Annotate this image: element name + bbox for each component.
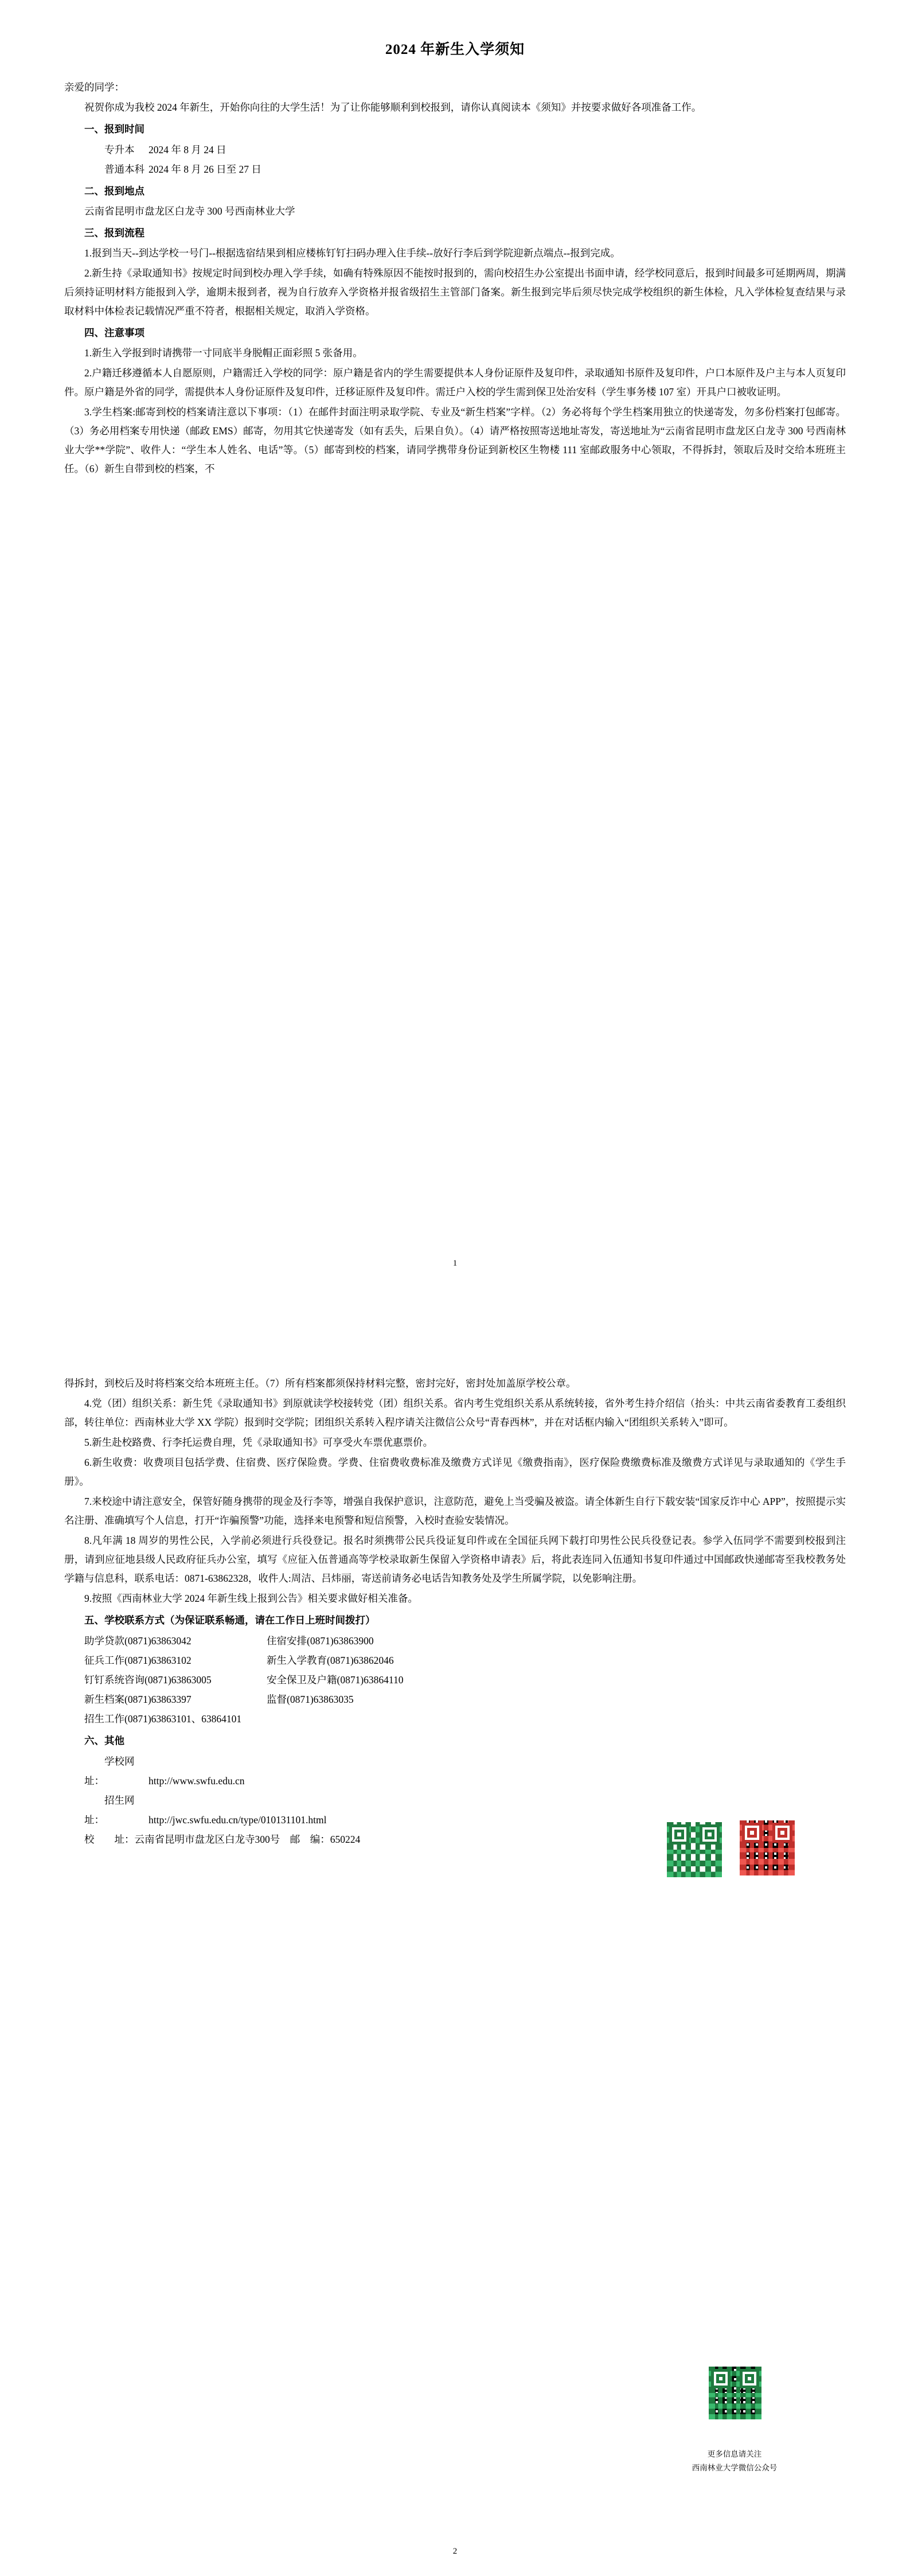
qr-pattern	[740, 1820, 795, 1875]
section-3-paragraph-1: 1.报到当天--到达学校一号门--根据选宿结果到相应楼栋钉钉扫码办理入住手续--放好行李后到学院迎新点端点--报到完成。	[84, 247, 620, 259]
section-6-heading: 六、其他	[84, 1735, 124, 1746]
section-4-paragraph-9: 9.按照《西南林业大学 2024 年新生线上报到公告》相关要求做好相关准备。	[84, 1593, 418, 1604]
section-4-paragraph-6: 6.新生收费：收费项目包括学费、住宿费、医疗保险费。学费、住宿费收费标准及缴费方式详见《缴费指南》，医疗保险费缴费标准及缴费方式详见与录取通知的《学生手册》。	[64, 1457, 846, 1487]
green-qr-code[interactable]	[665, 1820, 724, 1879]
report-time-value-2: 2024 年 8 月 26 日至 27 日	[149, 164, 261, 175]
section-3-heading: 三、报到流程	[84, 227, 144, 239]
school-website-label: 学校网址：	[84, 1756, 135, 1787]
report-time-value-1: 2024 年 8 月 24 日	[149, 144, 226, 155]
section-2-heading: 二、报到地点	[84, 185, 144, 197]
section-4-heading: 四、注意事项	[84, 327, 144, 338]
section-4-paragraph-4: 4.党（团）组织关系：新生凭《录取通知书》到原就读学校接转党（团）组织关系。省内考生党组织关系从系统转接，省外考生持介绍信（抬头：中共云南省委教育工委组织部，转往单位：西南林业大学 XX 学院）报到时交学院；团组织关系转入程序请关注微信公众号“青春西林”，并在对话框内输入“团组织关系转入”即可。	[64, 1398, 846, 1428]
contact-right-2: 新生入学教育(0871)63862046	[267, 1655, 394, 1666]
address-line: 校 址：云南省昆明市盘龙区白龙寺300号 邮 编：650224	[84, 1834, 361, 1845]
qr-caption-line-1: 更多信息请关注	[707, 2450, 762, 2458]
wechat-official-account-qr-code[interactable]	[709, 2367, 761, 2419]
page-title: 2024 年新生入学须知	[385, 42, 525, 57]
admissions-website-row	[64, 1791, 846, 1830]
section-4-paragraph-5: 5.新生赴校路费、行李托运费自理，凭《录取通知书》可享受火车票优惠票价。	[84, 1437, 433, 1448]
school-website-url[interactable]: http://www.swfu.edu.cn	[149, 1775, 245, 1787]
report-time-row-2	[64, 159, 846, 179]
section-4-paragraph-8: 8.凡年满 18 周岁的男性公民，入学前必须进行兵役登记。报名时须携带公民兵役证复印件或在全国征兵网下载打印男性公民兵役登记表。参学入伍同学不需要到校报到注册，请到应征地县级人民政府征兵办公室，填写《应征入伍普通高等学校录取新生保留入学资格申请表》后，将此表连同入伍通知书复印件通过中国邮政快递邮寄至我校教务处学籍与信息科，联系电话：0871-63862328，收件人:周洁、吕炜丽，寄送前请务必电话告知教务处及学生所属学院，以免影响注册。	[64, 1535, 846, 1584]
section-3-paragraph-2: 2.新生持《录取通知书》按规定时间到校办理入学手续，如确有特殊原因不能按时报到的，需向校招生办公室提出书面申请，经学校同意后，报到时间最多可延期两周，期满后须持证明材料方能报到入学，逾期未报到者，视为自行放弃入学资格并报省级招生主管部门备案。新生报到完毕后须尽快完成学校组织的新生体检，凡入学体检复查结果与录取材料中体检表记载情况严重不符者，根据相关规定，取消入学资格。	[64, 267, 846, 317]
intro-paragraph: 祝贺你成为我校 2024 年新生，开始你向往的大学生活！为了让你能够顺利到校报到，请你认真阅读本《须知》并按要求做好各项准备工作。	[84, 102, 702, 113]
contact-left-1: 助学贷款(0871)63863042	[84, 1635, 192, 1647]
contact-left-5: 招生工作(0871)63863101、63864101	[84, 1713, 242, 1725]
table-row	[84, 1651, 404, 1670]
report-time-label-1: 专升本	[104, 144, 135, 155]
contact-right-4: 监督(0871)63863035	[267, 1694, 354, 1705]
red-qr-code[interactable]	[740, 1820, 795, 1875]
page-number-1: 1	[452, 1259, 458, 1268]
salutation: 亲爱的同学：	[64, 81, 124, 93]
admissions-website-label: 招生网址：	[84, 1795, 135, 1826]
section-4-paragraph-7: 7.来校途中请注意安全，保管好随身携带的现金及行李等，增强自我保护意识，注意防范，避免上当受骗及被盗。请全体新生自行下载安装“国家反诈中心 APP”，按照提示实名注册、准确填写个人信息，打开“诈骗预警”功能，选择来电预警和短信预警，入校时查验安装情况。	[64, 1496, 846, 1526]
section-4-paragraph-3: 3.学生档案:邮寄到校的档案请注意以下事项：（1）在邮件封面注明录取学院、专业及“新生档案”字样。（2）务必将每个学生档案用独立的快递寄发，勿多份档案打包邮寄。（3）务必用档案专用快递（邮政 EMS）邮寄，勿用其它快递寄发（如有丢失，后果自负）。（4）请严格按照寄送地址寄发，寄送地址为“云南省昆明市盘龙区白龙寺 300 号西南林业大学**学院”、收件人：“学生本人姓名、电话”等。（5）邮寄到校的档案，请同学携带身份证到新校区生物楼 111 室邮政服务中心领取，不得拆封，领取后及时交给本班班主任。（6）新生自带到校的档案，不	[64, 406, 846, 474]
admissions-website-url[interactable]: http://jwc.swfu.edu.cn/type/010131101.html	[149, 1814, 327, 1826]
table-row	[84, 1670, 404, 1690]
contact-left-4: 新生档案(0871)63863397	[84, 1694, 192, 1705]
section-4-paragraph-3-continued: 得拆封，到校后及时将档案交给本班班主任。（7）所有档案都须保持材料完整，密封完好，密封处加盖原学校公章。	[64, 1378, 576, 1389]
contact-right-5	[267, 1709, 404, 1729]
section-1-heading: 一、报到时间	[84, 123, 144, 135]
qr-pattern	[709, 2367, 761, 2419]
table-row	[84, 1709, 404, 1729]
report-time-row-1	[64, 140, 846, 159]
page-2	[0, 1288, 910, 2576]
report-time-label-2: 普通本科	[104, 164, 144, 175]
contact-right-3: 安全保卫及户籍(0871)63864110	[267, 1674, 404, 1686]
qr-pattern	[667, 1822, 722, 1877]
table-row	[84, 1631, 404, 1651]
qr-caption-line-2: 西南林业大学微信公众号	[692, 2464, 778, 2472]
school-website-row	[64, 1752, 846, 1791]
page-number-2: 2	[452, 2547, 458, 2556]
section-2-text: 云南省昆明市盘龙区白龙寺 300 号西南林业大学	[84, 205, 295, 217]
contact-left-2: 征兵工作(0871)63863102	[84, 1655, 192, 1666]
contact-left-3: 钉钉系统咨询(0871)63863005	[84, 1674, 212, 1686]
section-4-paragraph-2: 2.户籍迁移遵循本人自愿原则，户籍需迁入学校的同学：原户籍是省内的学生需要提供本人身份证原件及复印件，录取通知书原件及复印件，户口本原件及户主与本人页复印件。原户籍是外省的同学，需提供本人身份证原件及复印件，迁移证原件及复印件。需迁户入校的学生需到保卫处治安科（学生事务楼 107 室）开具户口被收证明。	[64, 367, 846, 398]
contact-right-1: 住宿安排(0871)63863900	[267, 1635, 374, 1647]
contact-table	[84, 1631, 404, 1729]
section-5-heading: 五、学校联系方式（为保证联系畅通，请在工作日上班时间拨打）	[84, 1614, 376, 1626]
table-row	[84, 1690, 404, 1709]
section-4-paragraph-1: 1.新生入学报到时请携带一寸同底半身脱帽正面彩照 5 张备用。	[84, 347, 363, 359]
